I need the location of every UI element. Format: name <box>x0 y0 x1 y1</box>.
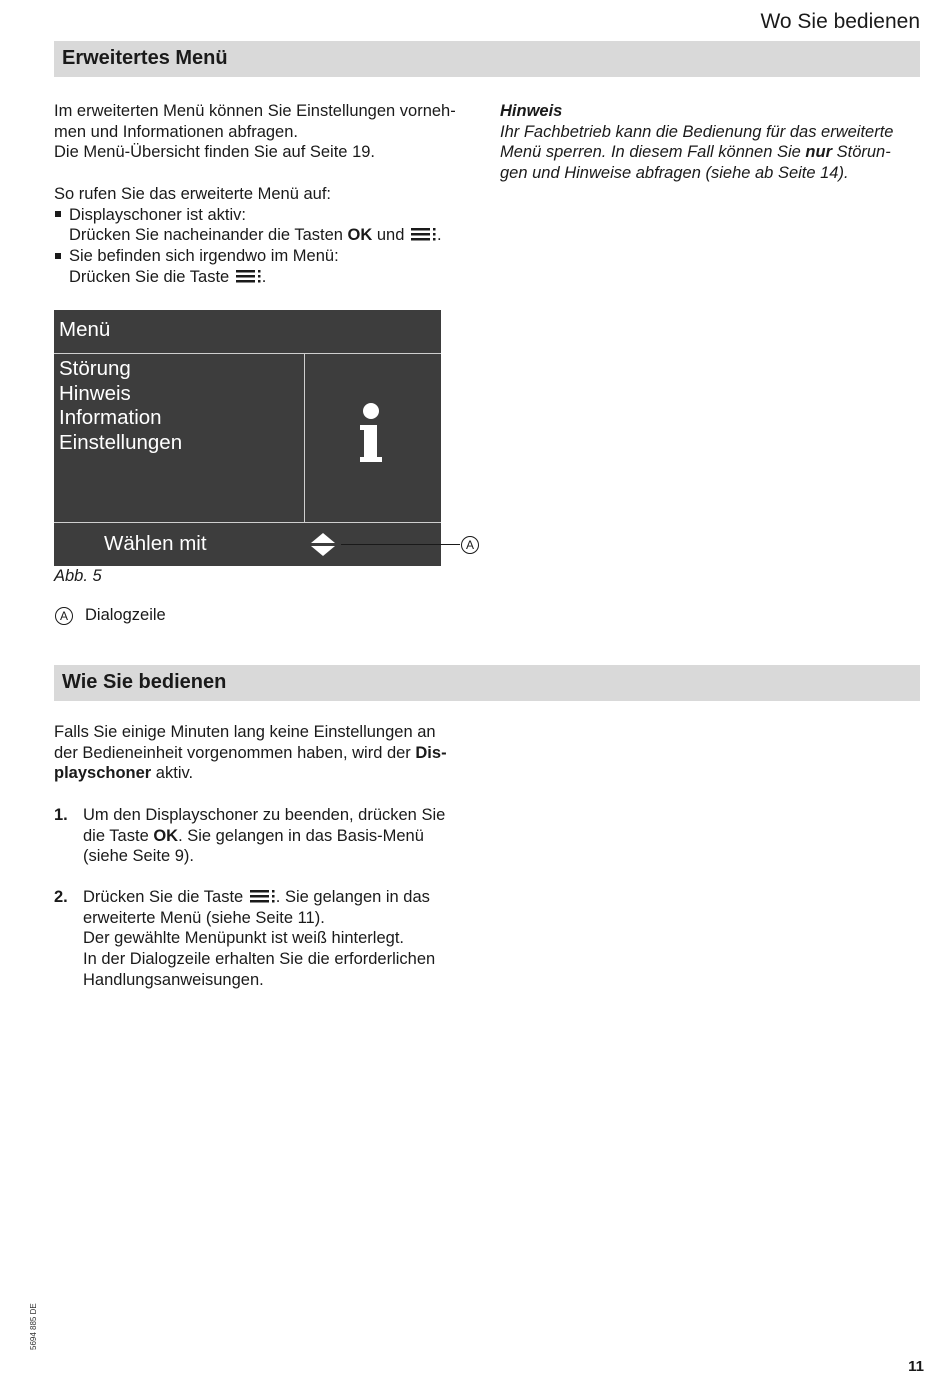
info-icon <box>359 402 383 464</box>
note-box <box>500 101 920 184</box>
page-number: 11 <box>908 1358 924 1375</box>
bullet-instruction: Drücken Sie nacheinander die Tasten OK und . <box>69 226 442 245</box>
section2-paragraph <box>54 722 484 784</box>
text-line: men und Informationen abfragen. <box>54 122 298 141</box>
legend-marker: A <box>55 607 73 625</box>
bullet-item: Sie befinden sich irgendwo im Menü: <box>54 246 484 267</box>
note-line: Ihr Fachbetrieb kann die Bedienung für das erweiterte <box>500 122 894 141</box>
step-number: 2. <box>54 888 68 906</box>
intro-text <box>54 101 484 287</box>
howto-line: So rufen Sie das erweiterte Menü auf: <box>54 184 331 203</box>
bullet-item: Displayschoner ist aktiv: <box>54 205 484 226</box>
figure-caption: Abb. 5 <box>54 567 102 585</box>
display-menu-list <box>59 357 182 455</box>
running-header: Wo Sie bedienen <box>760 10 920 33</box>
display-divider <box>54 353 441 354</box>
bullet-marker <box>55 211 61 217</box>
note-line: gen und Hinweise abfragen (siehe ab Seite 14). <box>500 164 849 183</box>
display-menu-item: Hinweis <box>59 381 131 405</box>
display-divider <box>304 353 305 522</box>
up-down-arrows-icon <box>310 532 336 558</box>
note-line: Menü sperren. In diesem Fall können Sie nur Störun- <box>500 143 891 162</box>
display-menu-item: Störung <box>59 357 131 380</box>
text-line: Die Menü-Übersicht finden Sie auf Seite 19. <box>54 143 376 162</box>
section-heading-wie-sie-bedienen: Wie Sie bedienen <box>62 671 227 693</box>
bullet-marker <box>55 253 61 259</box>
step-number: 1. <box>54 806 68 824</box>
section-heading-band <box>54 41 920 77</box>
device-display <box>54 310 441 566</box>
callout-line <box>341 544 460 545</box>
display-divider <box>54 522 441 523</box>
bullet-instruction: Drücken Sie die Taste . <box>69 267 267 286</box>
legend-text: Dialogzeile <box>85 606 166 624</box>
step-text: Um den Displayschoner zu beenden, drücken Sie die Taste OK. Sie gelangen in das Basis-Menü (siehe Seite 9). <box>83 806 446 866</box>
menu-key-icon <box>250 889 276 903</box>
document-number: 5694 885 DE <box>29 1303 38 1350</box>
display-dialog-text: Wählen mit <box>104 532 207 555</box>
display-menu-item: Einstellungen <box>59 430 183 454</box>
menu-key-icon <box>411 227 437 241</box>
callout-marker: A <box>461 536 479 554</box>
display-title: Menü <box>59 318 111 341</box>
text-line: playschoner aktiv. <box>54 764 194 783</box>
text-line: der Bedieneinheit vorgenommen haben, wird der Dis- <box>54 743 447 762</box>
display-menu-item: Information <box>59 406 162 429</box>
text-line: Im erweiterten Menü können Sie Einstellungen vorneh- <box>54 102 456 120</box>
step-text: Drücken Sie die Taste . Sie gelangen in das erweiterte Menü (siehe Seite 11). Der gewählte Menüpunkt ist weiß hinterlegt. In der Dialogzeile erhalten Sie die erforderlichen Handlungsanweisungen. <box>83 888 436 989</box>
text-line: Falls Sie einige Minuten lang keine Einstellungen an <box>54 723 436 741</box>
section-heading-erweitertes-menu: Erweitertes Menü <box>62 47 228 69</box>
section-heading-band <box>54 665 920 701</box>
note-title: Hinweis <box>500 102 563 120</box>
menu-key-icon <box>236 269 262 283</box>
